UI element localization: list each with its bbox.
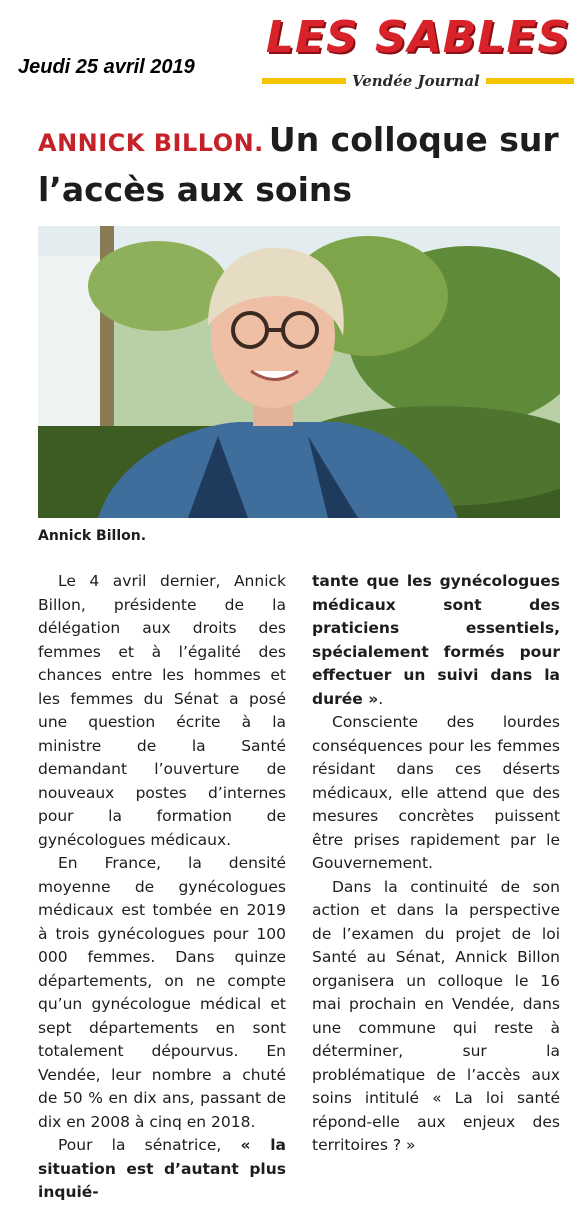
newspaper-masthead (262, 12, 574, 94)
paragraph-3-quote-end: tante que les gynécologues médicaux sont des praticiens essentiels, spécialement formés pour effectuer un suivi dans la durée » (312, 572, 560, 708)
paragraph-3-intro: Pour la sénatrice, (58, 1136, 241, 1154)
headline-title: Un colloque sur l’accès aux soins (38, 120, 559, 209)
paragraph-1: Le 4 avril dernier, Annick Billon, présidente de la délégation aux droits des femmes et à l’égalité des chances entre les hommes et les femmes du Sénat a posé une question écrite à la ministre de la Santé demandant l’ouverture de nouveaux postes d’internes pour la formation de gynécologues médicaux. (38, 572, 286, 849)
article-column-right (312, 570, 560, 1158)
paragraph-3-quote-start: « la situation est d’autant plus inquié- (38, 1136, 286, 1201)
article-column-left (38, 570, 286, 1205)
article-headline (38, 118, 568, 218)
headline-kicker: ANNICK BILLON. (38, 129, 264, 157)
paragraph-3-continued (312, 570, 560, 711)
masthead-logo-title: LES SABLES (265, 12, 571, 63)
portrait-illustration (38, 226, 560, 518)
masthead-logo-subtitle: Vendée Journal (346, 72, 486, 90)
publication-date: Jeudi 25 avril 2019 (18, 56, 195, 78)
photo-caption: Annick Billon. (38, 528, 147, 544)
paragraph-3-start (38, 1134, 286, 1205)
paragraph-2: En France, la densité moyenne de gynécologues médicaux est tombée en 2019 à trois gynécologues pour 100 000 femmes. Dans quinze départements, on ne compte qu’un gynécologue médical et sept départements en sont totalement dépourvus. En Vendée, leur nombre a chuté de 50 % en dix ans, passant de dix en 2008 à cinq en 2018. (38, 854, 286, 1131)
paragraph-5: Dans la continuité de son action et dans la perspective de l’examen du projet de loi Santé au Sénat, Annick Billon organisera un colloque le 16 mai prochain en Vendée, dans une commune qui reste à déterminer, sur la problématique de l’accès aux soins intitulé « La loi santé répond-elle aux enjeux des territoires ? » (312, 877, 560, 1154)
paragraph-4: Consciente des lourdes conséquences pour les femmes résidant dans ces déserts médicaux, elle attend que des mesures concrètes puissent être prises rapidement par le Gouvernement. (312, 713, 560, 872)
paragraph-3-period: . (378, 689, 384, 708)
article-photo (38, 226, 560, 518)
